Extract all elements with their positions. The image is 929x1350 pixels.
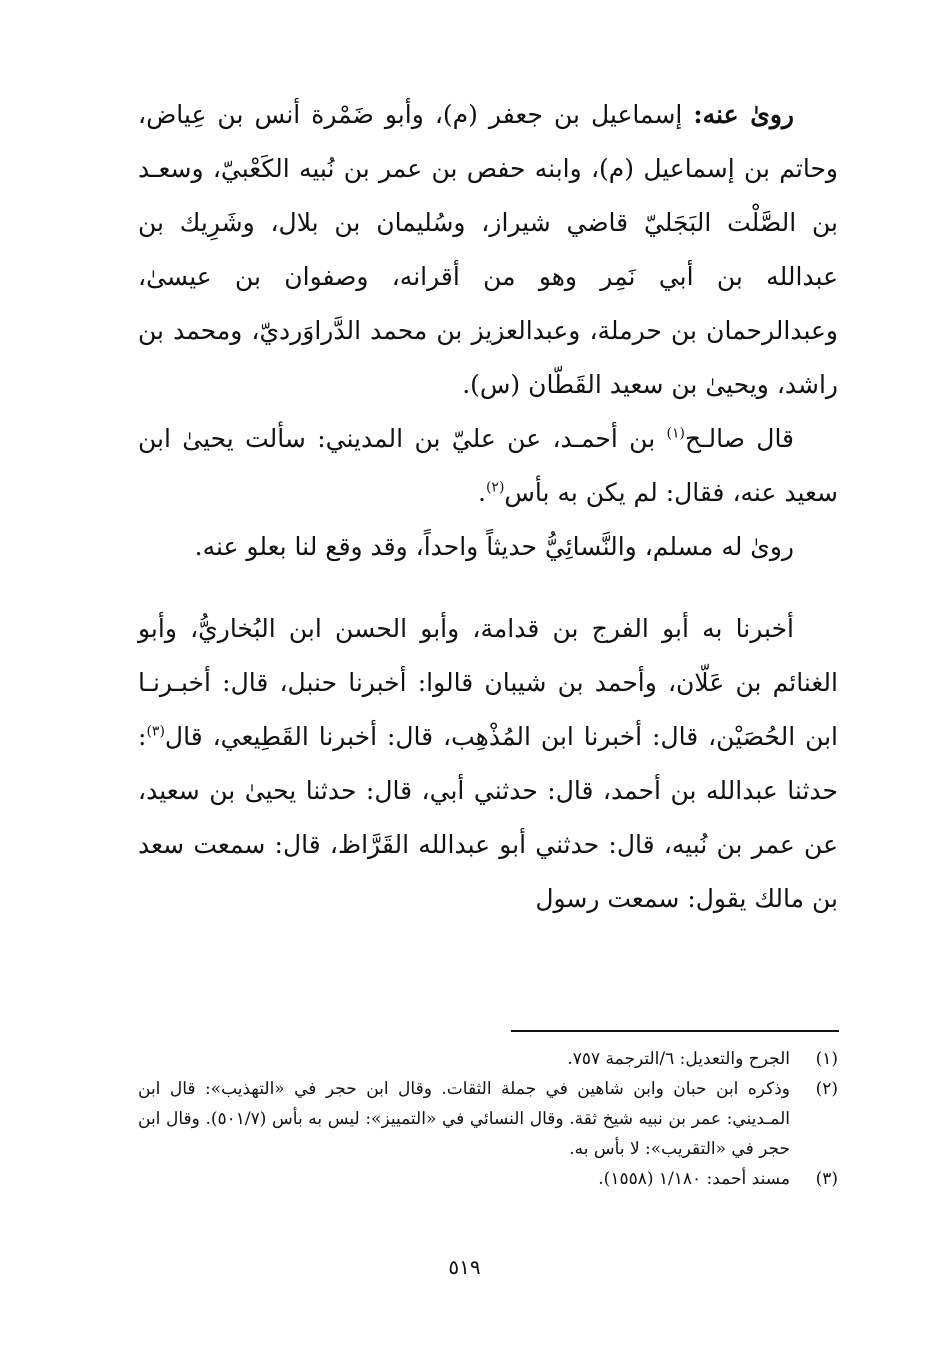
footnote-1 — [138, 1044, 838, 1074]
footnote-text: مسند أحمد: ١/١٨٠ (١٥٥٨). — [598, 1169, 790, 1189]
paragraph-narrators — [138, 88, 838, 412]
footnote-text: وذكره ابن حبان وابن شاهين في جملة الثقات. وقال ابن حجر في «التهذيب»: قال ابن المـديني: عمر بن نبيه شيخ ثقة. وقال النسائي في «التمييز»: ليس به بأس (٥٠١/٧). وقال ابن حجر في «التقريب»: لا بأس به. — [138, 1079, 790, 1159]
paragraph-isnad — [138, 602, 838, 926]
footnote-2 — [138, 1074, 838, 1164]
paragraph-narrated-by: روىٰ له مسلم، والنَّسائِيُّ حديثاً واحداً، وقد وقع لنا بعلو عنه. — [194, 532, 794, 561]
footnote-number: (٢) — [815, 1079, 838, 1099]
footnote-number: (١) — [815, 1049, 838, 1069]
saleh-text-c: . — [477, 478, 486, 507]
footnote-3 — [138, 1164, 838, 1194]
main-text — [138, 88, 838, 926]
footnote-ref-3[interactable]: (٣) — [146, 723, 165, 740]
footnote-separator — [511, 1030, 839, 1032]
footnotes — [138, 1044, 838, 1194]
saleh-text-a: قال صالـح — [685, 424, 795, 453]
narrators-text: إسماعيل بن جعفر (م)، وأبو ضَمْرة أنس بن عِياض، وحاتم بن إسماعيل (م)، وابنه حفص بن عمر بن نُبيه الكَعْبيّ، وسعـد بن الصَّلْت البَجَليّ قاضي شيراز، وسُليمان بن بلال، وشَرِيك بن عبدالله بن أبي نَمِر وهو من أقرانه، وصفوان بن عيسىٰ، وعبدالرحمان بن حرملة، وعبدالعزيز بن محمد الدَّراوَرديّ، ومحمد بن راشد، ويحيىٰ بن سعيد القَطّان (س). — [138, 100, 838, 399]
saleh-text-b: بن أحمـد، عن عليّ بن المديني: سألت يحيىٰ ابن سعيد عنه، فقال: لم يكن به بأس — [138, 424, 838, 507]
page-number: ٥١٩ — [448, 1255, 481, 1279]
footnote-ref-1[interactable]: (١) — [666, 425, 685, 442]
isnad-text-b: : حدثنا عبدالله بن أحمد، قال: حدثني أبي، قال: حدثنا يحيىٰ بن سعيد، عن عمر بن نُبيه، قال: حدثني أبو عبدالله القَرَّاظ، قال: سمعت سعد بن مالك يقول: سمعت رسول — [138, 722, 838, 913]
footnote-text: الجرح والتعديل: ٦/الترجمة ٧٥٧. — [567, 1049, 790, 1069]
footnote-ref-2[interactable]: (٢) — [485, 479, 505, 496]
footnote-number: (٣) — [815, 1169, 838, 1189]
paragraph-saleh-quote — [138, 412, 838, 520]
narrators-heading: روىٰ عنه: — [693, 100, 795, 129]
isnad-text-a: أخبرنا به أبو الفرج بن قدامة، وأبو الحسن ابن البُخاريُّ، وأبو الغنائم بن عَلّان، وأحمد بن شيبان قالوا: أخبرنا حنبل، قال: أخبـرنـا ابن الحُصَيْن، قال: أخبرنا ابن المُذْهِب، قال: أخبرنا القَطِيعي، قال — [138, 614, 838, 751]
